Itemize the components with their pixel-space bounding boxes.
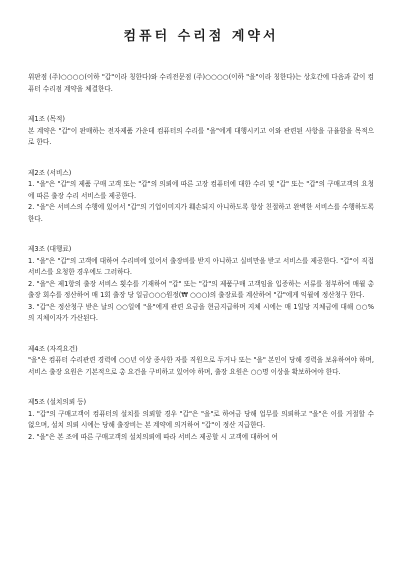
article-paragraph: 2. "을"은 제1항의 출장 서비스 횟수를 기재하여 "갑" 또는 "갑"의 제품구매 고객임을 입증하는 서류를 첨부하여 매월 총 출장 회수를 정산하여 매 1회 출장 당 일금○○○원정(₩ ○○○)의 출장료를 계산하여 "갑"에게 익월에 정산청구 한다.	[28, 279, 374, 299]
article-2	[28, 168, 374, 226]
article-paragraph: 3. "갑"은 정산청구 받은 날의 ○○일에 "을"에게 관련 요금을 현금지급하며 지체 시에는 매 1일당 지체금에 대해 ○○%의 지체이자가 가산된다.	[28, 302, 374, 322]
article-paragraph: 2. "을"은 서비스의 수행에 있어서 "갑"의 기업이미지가 훼손되지 아니하도록 항상 친절하고 완벽한 서비스를 수행하도록 한다.	[28, 203, 374, 223]
document-title: 컴퓨터 수리점 계약서	[123, 29, 279, 44]
article-paragraph: 1. "을"은 "갑"의 고객에 대하여 수리비에 있어서 출장비를 받지 아니하고 실비만을 받고 서비스를 제공한다. "갑"이 직접 서비스를 요청한 경우에도 그러하다.	[28, 256, 374, 276]
article-paragraph: "을"은 컴퓨터 수리관련 경력에 ○○년 이상 종사한 자를 직원으로 두거나 또는 "을" 본인이 당해 경력을 보유하여야 하며, 서비스 출장 요원은 기본적으로 총 요건을 구비하고 있어야 하며, 출장 요원은 ○○명 이상을 확보하여야 한다.	[28, 356, 374, 376]
article-paragraph: 1. "을"은 "갑"의 제품 구매 고객 또는 "갑"의 의뢰에 따른 고장 컴퓨터에 대한 수리 및 "갑" 또는 "갑"의 구매고객의 요청에 따른 출장 수리 서비스를 제공한다.	[28, 180, 374, 200]
article-4	[28, 344, 374, 379]
article-3	[28, 244, 374, 325]
article-paragraph: 2. "을"은 본 조에 따른 구매고객의 설치의뢰에 따라 서비스 제공할 시 고객에 대하여 여	[28, 432, 278, 441]
preamble-paragraph: 위판점 (주)○○○○(이하 "갑"이라 칭한다)와 수리전문점 (주)○○○○(이하 "을"이라 칭한다)는 상호간에 다음과 같이 컴퓨터 수리점 계약을 체결한다.	[28, 73, 374, 93]
article-heading: 제5조 (설치의뢰 등)	[28, 398, 87, 406]
article-1	[28, 114, 374, 149]
article-heading: 제4조 (자격요건)	[28, 344, 78, 353]
article-paragraph: 본 계약은 "갑"이 판매하는 전자제품 가운데 컴퓨터의 수리를 "을"에게 대행시키고 이와 관련된 사항을 규율함을 목적으로 한다.	[28, 126, 374, 146]
article-paragraph: 1. "갑"의 구매고객이 컴퓨터의 설치를 의뢰할 경우 "갑"은 "을"로 하여금 당해 업무를 의뢰하고 "을"은 이를 거절할 수 없으며, 설치 의뢰 시에는 당해 출장비는 본 계약에 의거하여 "갑"이 정산 지급한다.	[28, 409, 374, 429]
article-heading: 제1조 (목적)	[28, 115, 65, 123]
article-heading: 제2조 (서비스)	[28, 168, 72, 177]
article-heading: 제3조 (대행료)	[28, 245, 72, 253]
article-5	[28, 397, 374, 443]
